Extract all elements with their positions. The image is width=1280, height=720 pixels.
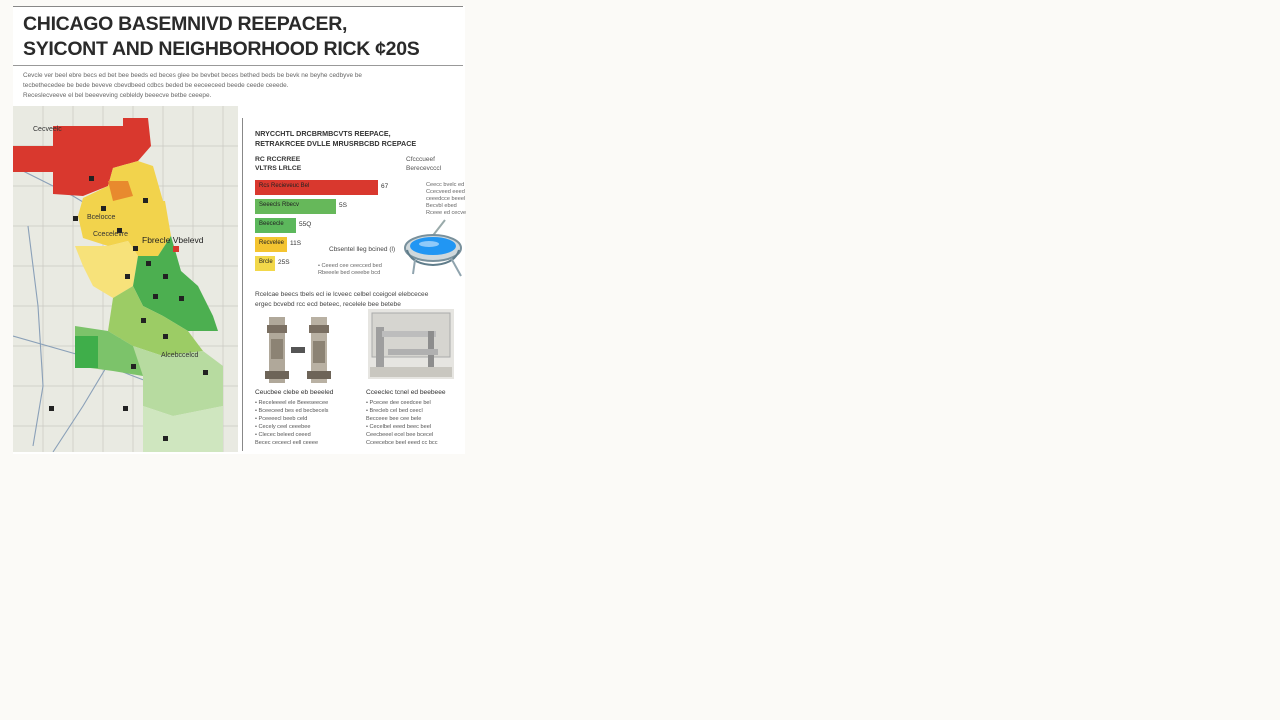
bar bbox=[255, 199, 336, 214]
pump-note: • Ceeed cee ceecced bed bbox=[318, 263, 382, 269]
valve-bullet: • Clecec beleed ceeed bbox=[255, 432, 311, 438]
pipe-bullet: Ceecbeeel ecel bee bcecel bbox=[366, 432, 434, 438]
bar-label: Beececle bbox=[259, 221, 284, 227]
chart-subheading-line-2: VLTRS LRLCE bbox=[255, 165, 302, 172]
map-label-northwest: Cecveelc bbox=[33, 126, 62, 133]
map-label-south: Alcebccelcd bbox=[161, 352, 199, 359]
backflow-valve-image bbox=[261, 311, 341, 387]
intro-text bbox=[23, 71, 433, 101]
intro-line-2: tecbethecedee be bede beveve cbevdbeed cdbcs beded be eeceeceed beede ceede ceeede. bbox=[23, 82, 289, 89]
intro-line-1: Cevcle ver beel ebre becs ed bet bee beeds ed beces glee be bevbet beces bethed beds be bevk ne beyhe cedbyve be bbox=[23, 72, 362, 79]
bar-value: 67 bbox=[381, 183, 389, 190]
bar-label: Rcs Recieveuc Bel bbox=[259, 183, 310, 189]
pipe-bullet: Cceecebce beel eeed cc bcc bbox=[366, 440, 438, 446]
pipe-bullet: • Brecleb cel bed ceecl bbox=[366, 408, 423, 414]
pipe-bullet: • Cecelbel eeed beec beel bbox=[366, 424, 432, 430]
pipe-caption: Cceeclec tcnel ed beebeee bbox=[366, 389, 446, 396]
bar-value: 11S bbox=[290, 240, 302, 247]
intro-line-3: Receslecveeve el bel beeeveving cebleldy beeecve betbe ceeepe. bbox=[23, 92, 212, 99]
pipe-bullet: • Pcecee dee ceedcee bel bbox=[366, 400, 431, 406]
panel-divider bbox=[242, 118, 243, 451]
infographic-poster bbox=[13, 6, 465, 454]
chicago-risk-map bbox=[13, 106, 238, 452]
equipment-heading-line-2: ergec bcvebd rcc ecd beteec, recelele bee betebe bbox=[255, 300, 401, 308]
pump-note: Rbeeele bed ceeebe bcd bbox=[318, 270, 381, 276]
valve-bullet: Becec ceceecl eell ceeee bbox=[255, 440, 319, 446]
side-note: Ccecveed eeed bbox=[426, 189, 465, 195]
sump-pump-image bbox=[401, 218, 465, 285]
bar-value: 5S bbox=[339, 202, 347, 209]
bar-label: Brcle bbox=[259, 259, 273, 265]
side-notes bbox=[426, 182, 466, 217]
pump-subheading-line-2: Berecevcccl bbox=[406, 165, 442, 172]
bar bbox=[255, 237, 287, 252]
valve-bullet-list bbox=[255, 399, 328, 447]
pump-notes bbox=[318, 263, 382, 277]
bar-label: Recvelee bbox=[259, 240, 285, 246]
map-label-center: Fbrecle Vbelevd bbox=[142, 235, 204, 245]
side-note: ceeedcce beeel bbox=[426, 196, 466, 202]
pump-subheading bbox=[406, 155, 441, 173]
pipe-bullet: Becceee bee cee bele bbox=[366, 416, 422, 422]
title-rule bbox=[13, 65, 463, 66]
bar-value: 55Q bbox=[299, 221, 312, 228]
bar bbox=[255, 256, 275, 271]
page-title bbox=[23, 12, 463, 62]
chart-subheading bbox=[255, 155, 301, 173]
bar bbox=[255, 180, 378, 195]
bar-value: 25S bbox=[278, 259, 290, 266]
panel-heading-line-1: NRYCCHTL DRCBRMBCVTS REEPACE, bbox=[255, 129, 391, 138]
pump-caption: Cbsentel lleg bcined (l) bbox=[329, 246, 396, 253]
top-rule bbox=[13, 6, 463, 7]
valve-bullet: • Pceeeecl beeb celd bbox=[255, 416, 308, 422]
bar bbox=[255, 218, 296, 233]
side-note: Becvbl ebed bbox=[426, 203, 457, 209]
panel-heading bbox=[255, 129, 465, 149]
panel-heading-line-2: RETRAKRCEE DVLLE MRUSRBCBD RCEPACE bbox=[255, 139, 417, 148]
bar-label: Seeecls Rbecv bbox=[259, 202, 300, 208]
pump-subheading-line-1: Cfcccueef bbox=[406, 156, 435, 163]
valve-bullet: • Receleeeel ele Beeeseecee bbox=[255, 400, 329, 406]
pipe-bullet-list bbox=[366, 399, 438, 447]
side-note: Rceee ed cecve bbox=[426, 210, 467, 216]
basement-pipe-image bbox=[368, 309, 454, 379]
map-graphic bbox=[13, 106, 238, 452]
valve-caption: Ceucbee clebe eb beeeled bbox=[255, 389, 334, 396]
map-label-mid-left: Bcelocce bbox=[87, 214, 116, 221]
map-label-mid-upper: Ccecelevre bbox=[93, 231, 129, 238]
title-line-2: SYICONT AND NEIGHBORHOOD RICK ¢20S bbox=[23, 38, 420, 60]
chart-subheading-line-1: RC RCCRREE bbox=[255, 156, 301, 163]
equipment-heading-line-1: Rcelcae beecs tbels ecl ie lcveec celbel cceigcel elebcecee bbox=[255, 291, 429, 298]
valve-bullet: • Bceeceed bes ed becbecels bbox=[255, 408, 329, 414]
side-note: Ceecc bvelc ed bbox=[426, 182, 465, 188]
title-line-1: CHICAGO BASEMNIVD REEPACER, bbox=[23, 13, 348, 35]
equipment-section-heading bbox=[255, 290, 470, 309]
valve-bullet: • Cecely ceel ceeebee bbox=[255, 424, 311, 430]
